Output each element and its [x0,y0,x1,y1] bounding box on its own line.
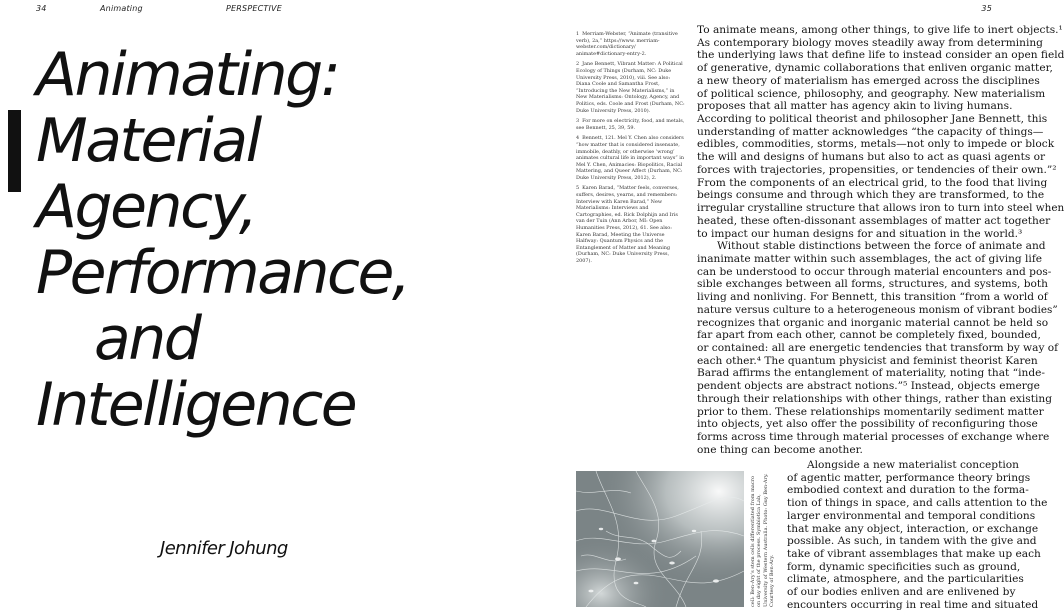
body-text [697,24,1064,456]
body-line: each other.⁴ The quantum physicist and feminist theorist Karen [697,354,1038,367]
title-line: Performance, [36,238,409,308]
body-line: As contemporary biology moves steadily away from determining [697,36,1043,49]
body-line: a new theory of materialism has emerged across the disciplines [697,74,1040,87]
body-line: form, dynamic specificities such as ground, [787,560,1021,573]
body-line: of our bodies enliven and are enlivened by [787,586,1016,599]
body-line: heated, these often-dissonant assemblages of matter act together [697,214,1051,227]
body-line: possible. As such, in tandem with the give and [787,535,1037,548]
body-line: living and nonliving. For Bennett, this transition “from a world of [697,291,1048,304]
title-line: Intelligence [36,370,356,440]
footnote: 2 Jane Bennett, Vibrant Matter: A Political Ecology of Things (Durham, NC: Duke University Press, 2010), viii. See also: Diana Coole and Samantha Frost, “Introducing the New Materialisms,” in New Materialisms: Ontology, Agency, and Politics, eds. Coole and Frost (Durham, NC: Duke University Press, 2010). [576,61,685,114]
body-line: edibles, commodities, storms, metals—not only to impede or block [697,138,1055,151]
body-line: prior to them. These relationships momentarily sediment matter [697,405,1044,418]
title-line: Material [36,106,260,176]
body-line: one thing can become another. [697,443,863,456]
body-line: recognizes that organic and inorganic material cannot be held so [697,316,1049,329]
body-line: of political science, philosophy, and geography. New materialism [697,87,1046,100]
body-line: From the components of an electrical grid, to the food that living [697,176,1048,189]
image-caption: cell: Ben-Ary’s stem cells differentiated from macro on day eight of the process. Symbiotica Lab, University of Western Australia. Photo: Guy Ben-Ary. Courtesy of Ben-Ary. [750,473,776,607]
page-number-right: 35 [981,4,992,13]
body-line: encounters occurring in real time and situated [787,598,1039,611]
body-line: can be understood to occur through material encounters and pos- [697,265,1052,278]
footnote: 3 For more on electricity, food, and metals, see Bennett, 25, 39, 59. [576,118,685,131]
micrograph-image [576,471,744,607]
body-line: beings consume and through which they are transformed, to the [697,189,1045,202]
body-line: forms across time through material processes of exchange where [697,431,1050,443]
body-line: of agentic matter, performance theory brings [787,471,1031,484]
body-line: of generative, dynamic collaborations that enliven organic matter, [697,62,1053,75]
body-line: pendent objects are abstract notions.”⁵ Instead, objects emerge [697,380,1040,393]
footnote: 4 Bennett, 121. Mel Y. Chen also considers “how matter that is considered insensate, immobile, deathly, or otherwise ‘wrong’ animates cultural life in important ways” in Mel Y. Chen, Animacies: Biopolitics, Racial Mattering, and Queer Affect (Durham, NC: Duke University Press, 2012), 2. [576,135,685,181]
body-line: proposes that all matter has agency akin to living humans. [697,100,1013,113]
body-line: to impact our human designs for and situation in the world.³ [697,227,1023,240]
running-title: Animating [100,4,143,13]
title-line: and [94,304,200,374]
body-line: that make any object, interaction, or exchange [787,522,1039,535]
body-line: into objects, yet also offer the possibility of reconfiguring those [697,418,1038,431]
body-line: To animate means, among other things, to give life to inert objects.¹ [697,24,1063,36]
author-name: Jennifer Johung [160,538,288,559]
footnote: 1 Merriam-Webster, “Animate (transitive verb), 2a,” https://www. merriam-webster.com/dictionary/ animate#dictionary-entry-2. [576,31,678,57]
accent-bar [8,110,21,192]
title-line: Agency, [36,172,256,242]
body-line: embodied context and duration to the forma- [787,484,1029,497]
body-line: tion of things in space, and calls attention to the [787,497,1048,510]
body-line: Without stable distinctions between the force of animate and [717,240,1046,253]
footnote: 5 Karen Barad, “Matter feels, converses, suffers, desires, yearns, and remembers: Interview with Karen Barad,” New Materialisms: Interviews and Cartographies, ed. Rick Dolphijn and Iris van der Tuin (Ann Arbor, MI: Open Humanities Press, 2012), 61. See also: Karen Barad, Meeting the Universe Halfway: Quantum Physics and the Entanglement of Matter and Meaning (Durham, NC: Duke University Press, 2007). [576,185,679,264]
body-line: nature versus culture to a heterogeneous monism of vibrant bodies” [697,303,1058,316]
body-line: According to political theorist and philosopher Jane Bennett, this [697,113,1048,126]
body-line: inanimate matter within such assemblages, the act of giving life [697,252,1043,265]
body-line: forces with trajectories, propensities, or tendencies of their own.”² [697,163,1057,176]
body-line: the underlying laws that define life to instead consider an open field [697,49,1064,62]
page-number-left: 34 [36,4,47,13]
title-line: Animating: [36,40,339,110]
body-line: sible exchanges between all forms, structures, and systems, both [697,278,1048,291]
body-text-continued [787,459,1048,612]
body-line: irregular crystalline structure that allows iron to turn into steel when [697,202,1064,215]
body-line: Barad affirms the entanglement of materiality, noting that “inde- [697,367,1045,380]
body-line: far apart from each other, cannot be completely fixed, bounded, [697,329,1041,342]
body-line: through their relationships with other things, rather than existing [697,392,1052,405]
article-title [36,42,408,438]
body-line: climate, atmosphere, and the particularities [787,573,1024,586]
cell-micrograph [576,471,744,607]
body-line: larger environmental and temporal conditions [787,509,1036,522]
body-line: take of vibrant assemblages that make up each [787,548,1041,561]
footnotes [576,31,686,269]
body-line: the will and designs of humans but also to act as quasi agents or [697,151,1046,164]
body-line: Alongside a new materialist conception [807,459,1019,471]
body-line: or contained: all are energetic tendencies that transform by way of [697,341,1059,354]
body-line: understanding of matter acknowledges “the capacity of things— [697,125,1044,138]
section-label: PERSPECTIVE [226,4,282,13]
